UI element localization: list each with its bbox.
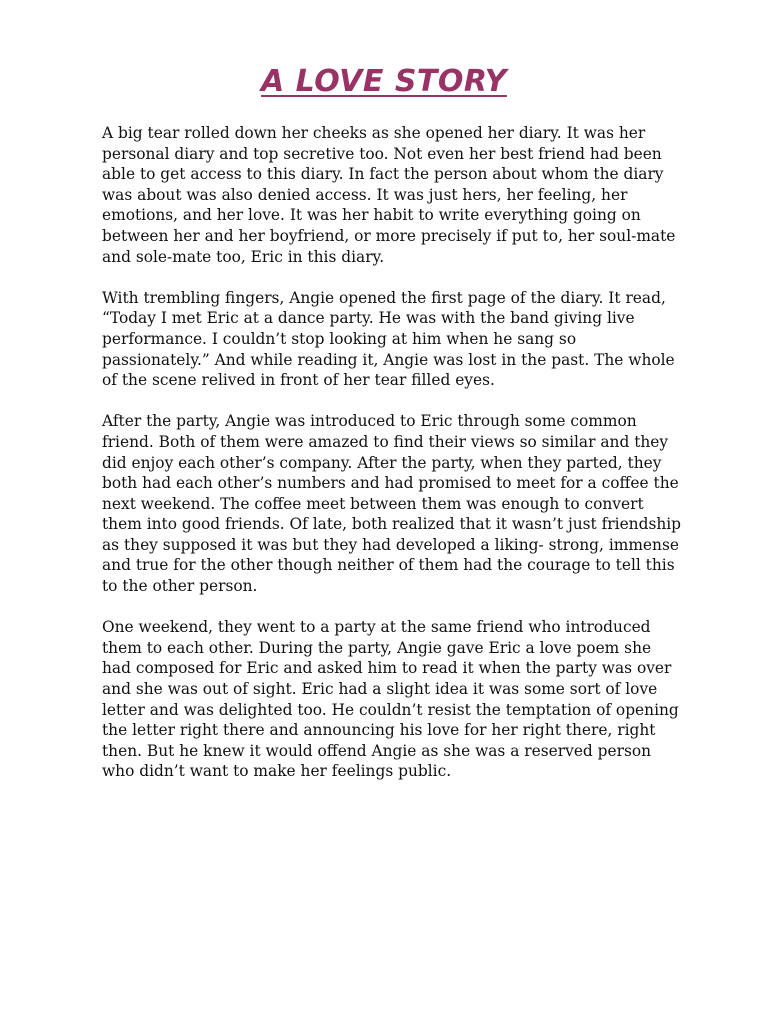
paragraph: A big tear rolled down her cheeks as she opened her diary. It was her personal diary and top secretive too. Not even her best friend had been able to get access to this diary. In fact the person about whom the diary was about was also denied access. It was just hers, her feeling, her emotions, and her love. It was her habit to write everything going on between her and her boyfriend, or more precisely if put to, her soul-mate and sole-mate too, Eric in this diary. [102, 124, 676, 266]
paragraph: After the party, Angie was introduced to Eric through some common friend. Both of them were amazed to find their views so similar and they did enjoy each other’s company. After the party, when they parted, they both had each other’s numbers and had promised to meet for a coffee the next weekend. The coffee meet between them was enough to convert them into good friends. Of late, both realized that it wasn’t just friendship as they supposed it was but they had developed a liking- strong, immense and true for the other though neither of them had the courage to tell this to the other person. [102, 412, 682, 596]
paragraph: With trembling fingers, Angie opened the first page of the diary. It read, “Today I met Eric at a dance party. He was with the band giving live performance. I couldn’t stop looking at him when he sang so passionately.” And while reading it, Angie was lost in the past. The whole of the scene relived in front of her tear filled eyes. [102, 288, 675, 390]
page-title: A LOVE STORY [261, 64, 507, 99]
paragraph: One weekend, they went to a party at the same friend who introduced them to each other. During the party, Angie gave Eric a love poem she had composed for Eric and asked him to read it when the party was over and she was out of sight. Eric had a slight idea it was some sort of love letter and was delighted too. He couldn’t resist the temptation of opening the letter right there and announcing his love for her right there, right then. But he knew it would offend Angie as she was a reserved person who didn’t want to make her feelings public. [102, 618, 679, 781]
story-body [102, 123, 682, 803]
